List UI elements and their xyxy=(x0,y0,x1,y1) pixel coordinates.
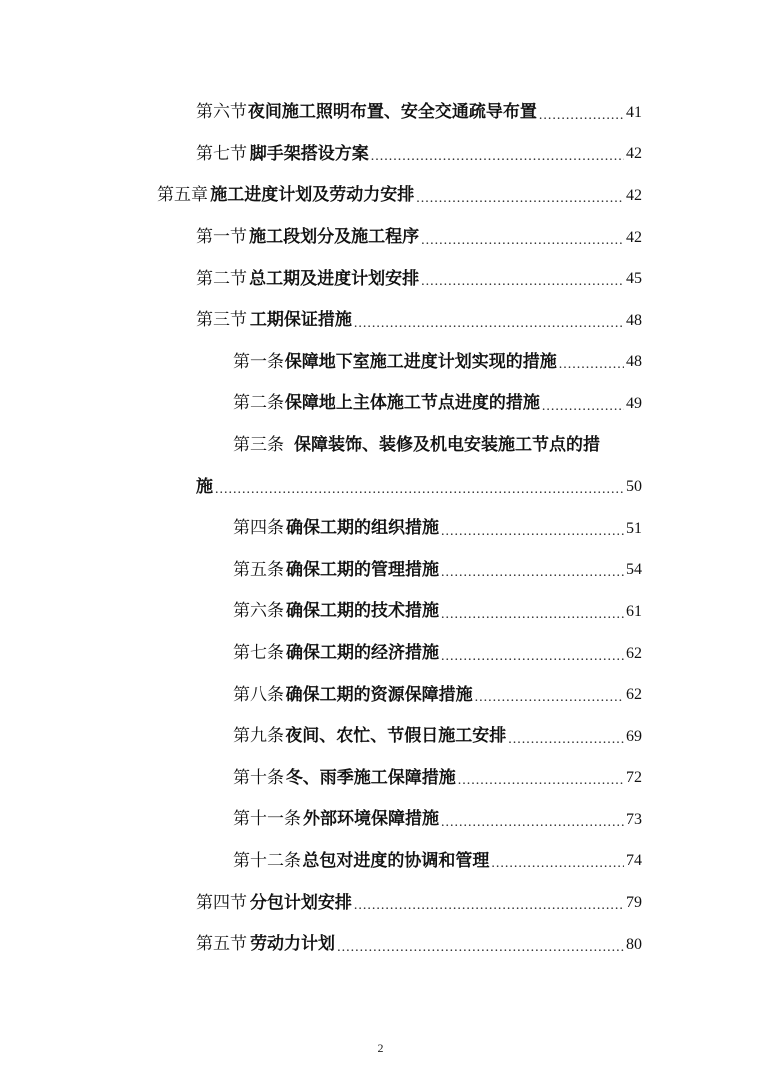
toc-entry[interactable] xyxy=(0,134,761,176)
toc-leader-dots xyxy=(354,899,624,913)
toc-entry-page: 48 xyxy=(626,353,642,371)
toc-entry[interactable] xyxy=(0,633,761,675)
toc-entry-title: 确保工期的技术措施 xyxy=(285,601,439,622)
toc-entry-title: 工期保证措施 xyxy=(249,310,352,331)
toc-entry-title: 确保工期的经济措施 xyxy=(285,643,439,664)
toc-entry-page: 42 xyxy=(626,186,642,204)
toc-entry-number: 第五节 xyxy=(196,934,247,955)
toc-leader-dots xyxy=(491,857,624,871)
toc-leader-dots xyxy=(215,483,624,497)
toc-entry[interactable] xyxy=(0,300,761,342)
toc-leader-dots xyxy=(416,192,624,206)
toc-entry-number: 第五条 xyxy=(233,559,284,580)
toc-entry[interactable] xyxy=(0,674,761,716)
toc-leader-dots xyxy=(539,109,624,123)
toc-entry-number: 第三条 xyxy=(233,435,284,456)
toc-entry-number: 第六节 xyxy=(196,102,247,123)
toc-entry-page: 45 xyxy=(626,270,642,288)
toc-entry-title: 保障地下室施工进度计划实现的措施 xyxy=(284,351,557,372)
toc-entry-title: 脚手架搭设方案 xyxy=(249,143,369,164)
toc-entry-page: 73 xyxy=(626,810,642,828)
toc-leader-dots xyxy=(441,816,624,830)
toc-entry-title: 确保工期的组织措施 xyxy=(285,518,439,539)
table-of-contents xyxy=(0,92,761,965)
toc-entry-page: 49 xyxy=(626,394,642,412)
toc-entry[interactable] xyxy=(0,342,761,384)
toc-entry-page: 51 xyxy=(626,519,642,537)
toc-entry[interactable] xyxy=(0,383,761,425)
toc-leader-dots xyxy=(475,691,624,705)
toc-entry-page: 48 xyxy=(626,311,642,329)
toc-entry-title: 总工期及进度计划安排 xyxy=(249,268,420,289)
toc-entry-title: 施工进度计划及劳动力安排 xyxy=(210,185,415,206)
toc-entry-page: 79 xyxy=(626,894,642,912)
toc-entry-title: 施工段划分及施工程序 xyxy=(249,227,420,248)
toc-entry-page: 42 xyxy=(626,145,642,163)
toc-entry-number: 第四节 xyxy=(196,892,247,913)
toc-leader-dots xyxy=(441,650,624,664)
toc-entry-page: 54 xyxy=(626,561,642,579)
toc-entry-number: 第六条 xyxy=(233,601,284,622)
toc-leader-dots xyxy=(421,275,624,289)
toc-entry-title: 保障装饰、装修及机电安装施工节点的措 xyxy=(294,435,600,456)
toc-entry-page: 61 xyxy=(626,602,642,620)
toc-entry[interactable] xyxy=(0,508,761,550)
toc-entry-page: 62 xyxy=(626,686,642,704)
toc-entry[interactable] xyxy=(0,425,761,467)
toc-entry-number: 第一节 xyxy=(196,227,247,248)
toc-entry-number: 第四条 xyxy=(233,518,284,539)
toc-entry-number: 第二节 xyxy=(196,268,247,289)
toc-entry[interactable] xyxy=(0,258,761,300)
toc-leader-dots xyxy=(542,400,624,414)
toc-leader-dots xyxy=(441,566,624,580)
toc-entry-number: 第一条 xyxy=(233,351,284,372)
toc-entry[interactable] xyxy=(0,799,761,841)
toc-entry-title: 确保工期的管理措施 xyxy=(285,559,439,580)
toc-leader-dots xyxy=(441,608,624,622)
toc-entry-title: 冬、雨季施工保障措施 xyxy=(285,767,456,788)
toc-entry-title: 外部环境保障措施 xyxy=(302,809,439,830)
toc-entry-title: 夜间、农忙、节假日施工安排 xyxy=(285,726,507,747)
toc-entry-page: 41 xyxy=(626,103,642,121)
toc-leader-dots xyxy=(354,317,624,331)
toc-entry-continuation[interactable] xyxy=(0,466,761,508)
toc-entry-page: 69 xyxy=(626,727,642,745)
toc-leader-dots xyxy=(458,774,624,788)
toc-entry-chapter[interactable] xyxy=(0,175,761,217)
toc-leader-dots xyxy=(421,234,624,248)
toc-entry-title: 确保工期的资源保障措施 xyxy=(285,684,473,705)
toc-entry-page: 74 xyxy=(626,852,642,870)
toc-entry[interactable] xyxy=(0,716,761,758)
toc-entry-page: 62 xyxy=(626,644,642,662)
toc-entry[interactable] xyxy=(0,217,761,259)
toc-entry[interactable] xyxy=(0,92,761,134)
toc-entry-number: 第八条 xyxy=(233,684,284,705)
page-number: 2 xyxy=(377,1041,384,1055)
toc-entry-page: 50 xyxy=(626,478,642,496)
toc-entry-number: 第五章 xyxy=(157,185,208,206)
toc-entry-number: 第二条 xyxy=(233,393,284,414)
toc-entry[interactable] xyxy=(0,924,761,966)
toc-leader-dots xyxy=(441,525,624,539)
toc-entry[interactable] xyxy=(0,758,761,800)
toc-entry-number: 第十条 xyxy=(233,767,284,788)
toc-leader-dots xyxy=(559,358,624,372)
toc-entry-page: 72 xyxy=(626,769,642,787)
toc-entry-number: 第十二条 xyxy=(233,850,301,871)
toc-entry-title: 劳动力计划 xyxy=(250,934,336,955)
toc-leader-dots xyxy=(508,733,624,747)
toc-entry-number: 第七节 xyxy=(196,143,247,164)
toc-entry-title: 保障地上主体施工节点进度的措施 xyxy=(284,393,540,414)
toc-entry[interactable] xyxy=(0,882,761,924)
toc-entry[interactable] xyxy=(0,591,761,633)
toc-entry[interactable] xyxy=(0,841,761,883)
toc-entry[interactable] xyxy=(0,550,761,592)
toc-leader-dots xyxy=(371,150,624,164)
toc-entry-title: 总包对进度的协调和管理 xyxy=(302,850,490,871)
toc-entry-number: 第三节 xyxy=(196,310,247,331)
toc-entry-title: 施 xyxy=(196,476,213,497)
toc-entry-number: 第十一条 xyxy=(233,809,301,830)
toc-entry-title: 分包计划安排 xyxy=(249,892,352,913)
toc-entry-title: 夜间施工照明布置、安全交通疏导布置 xyxy=(247,102,537,123)
toc-entry-number: 第九条 xyxy=(233,726,284,747)
toc-leader-dots xyxy=(337,941,624,955)
toc-entry-number: 第七条 xyxy=(233,643,284,664)
toc-entry-page: 80 xyxy=(626,935,642,953)
toc-entry-page: 42 xyxy=(626,228,642,246)
